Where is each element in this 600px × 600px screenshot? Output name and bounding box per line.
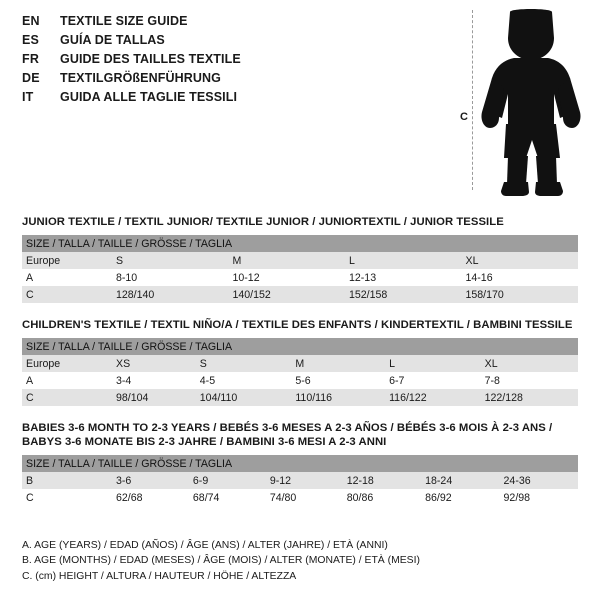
- table-row: [22, 355, 578, 372]
- cell: 140/152: [229, 286, 346, 303]
- cell: 24-36: [500, 472, 578, 489]
- babies-section: [22, 421, 578, 506]
- babies-section-title: BABIES 3-6 MONTH TO 2-3 YEARS / BEBÉS 3-6 MESES A 2-3 AÑOS / BÉBÉS 3-6 MOIS À 2-3 ANS / BABYS 3-6 MONATE BIS 2-3 JAHRE / BAMBINI 3-6 MESI A 2-3 ANNI: [22, 422, 553, 448]
- cell: M: [291, 355, 385, 372]
- footnote-c: C. (cm) HEIGHT / ALTURA / HAUTEUR / HÖHE / ALTEZZA: [22, 570, 297, 582]
- cell: 128/140: [112, 286, 229, 303]
- language-row: [22, 33, 322, 52]
- cell: 80/86: [343, 489, 421, 506]
- cell: XL: [481, 355, 578, 372]
- table-row: [22, 286, 578, 303]
- table-row: [22, 472, 578, 489]
- babies-size-table: [22, 455, 578, 506]
- footnotes: [22, 538, 582, 585]
- language-row: [22, 52, 322, 71]
- language-row: [22, 14, 322, 33]
- height-measure-line: [472, 10, 473, 190]
- cell: 12-13: [345, 269, 462, 286]
- cell: 5-6: [291, 372, 385, 389]
- cell: 152/158: [345, 286, 462, 303]
- cell: 3-6: [112, 472, 189, 489]
- table-header-row: [22, 455, 578, 472]
- junior-size-table: [22, 235, 578, 303]
- children-size-table: [22, 338, 578, 406]
- table-header-label: SIZE / TALLA / TAILLE / GRÖSSE / TAGLIA: [22, 338, 578, 355]
- language-title: GUIDA ALLE TAGLIE TESSILI: [60, 90, 238, 104]
- language-row: [22, 90, 322, 109]
- language-code: FR: [22, 52, 40, 66]
- cell: 110/116: [291, 389, 385, 406]
- cell: 104/110: [196, 389, 292, 406]
- cell: 74/80: [266, 489, 343, 506]
- cell: L: [385, 355, 481, 372]
- table-header-row: [22, 338, 578, 355]
- measure-label-c: C: [460, 111, 468, 123]
- cell: 6-7: [385, 372, 481, 389]
- junior-section: [22, 215, 578, 303]
- language-row: [22, 71, 322, 90]
- cell: XL: [462, 252, 579, 269]
- table-row: [22, 489, 578, 506]
- table-row: [22, 269, 578, 286]
- junior-section-title: JUNIOR TEXTILE / TEXTIL JUNIOR/ TEXTILE JUNIOR / JUNIORTEXTIL / JUNIOR TESSILE: [22, 216, 504, 228]
- table-header-row: [22, 235, 578, 252]
- cell: 3-4: [112, 372, 196, 389]
- cell: 116/122: [385, 389, 481, 406]
- row-label: C: [22, 389, 112, 406]
- measurement-figure: [430, 6, 590, 196]
- cell: 8-10: [112, 269, 229, 286]
- cell: S: [196, 355, 292, 372]
- cell: 12-18: [343, 472, 421, 489]
- row-label: Europe: [22, 252, 112, 269]
- cell: 10-12: [229, 269, 346, 286]
- cell: M: [229, 252, 346, 269]
- toddler-silhouette-icon: [480, 8, 588, 196]
- row-label: C: [22, 286, 112, 303]
- footnote-a: A. AGE (YEARS) / EDAD (AÑOS) / ÂGE (ANS) / ALTER (JAHRE) / ETÀ (ANNI): [22, 539, 388, 551]
- language-code: IT: [22, 90, 34, 104]
- cell: L: [345, 252, 462, 269]
- children-section-title: CHILDREN'S TEXTILE / TEXTIL NIÑO/A / TEXTILE DES ENFANTS / KINDERTEXTIL / BAMBINI TESSILE: [22, 319, 573, 331]
- cell: XS: [112, 355, 196, 372]
- table-header-label: SIZE / TALLA / TAILLE / GRÖSSE / TAGLIA: [22, 235, 578, 252]
- cell: 7-8: [481, 372, 578, 389]
- cell: 158/170: [462, 286, 579, 303]
- table-row: [22, 389, 578, 406]
- language-title: GUÍA DE TALLAS: [60, 33, 165, 47]
- cell: 4-5: [196, 372, 292, 389]
- footnote-b: B. AGE (MONTHS) / EDAD (MESES) / ÂGE (MOIS) / ALTER (MONATE) / ETÀ (MESI): [22, 555, 420, 566]
- language-title: GUIDE DES TAILLES TEXTILE: [60, 52, 241, 66]
- row-label: Europe: [22, 355, 112, 372]
- cell: 6-9: [189, 472, 266, 489]
- cell: 86/92: [421, 489, 499, 506]
- language-code: DE: [22, 71, 40, 85]
- cell: 14-16: [462, 269, 579, 286]
- table-row: [22, 372, 578, 389]
- children-section: [22, 318, 578, 406]
- cell: 98/104: [112, 389, 196, 406]
- language-code: ES: [22, 33, 40, 47]
- cell: 9-12: [266, 472, 343, 489]
- language-title: TEXTILE SIZE GUIDE: [60, 14, 188, 28]
- language-title: TEXTILGRÖßENFÜHRUNG: [60, 71, 221, 85]
- language-header: [22, 14, 322, 109]
- row-label: C: [22, 489, 112, 506]
- cell: 18-24: [421, 472, 499, 489]
- cell: 68/74: [189, 489, 266, 506]
- cell: 62/68: [112, 489, 189, 506]
- cell: S: [112, 252, 229, 269]
- cell: 92/98: [500, 489, 578, 506]
- table-header-label: SIZE / TALLA / TAILLE / GRÖSSE / TAGLIA: [22, 455, 578, 472]
- row-label: A: [22, 372, 112, 389]
- row-label: A: [22, 269, 112, 286]
- table-row: [22, 252, 578, 269]
- row-label: B: [22, 472, 112, 489]
- cell: 122/128: [481, 389, 578, 406]
- language-code: EN: [22, 14, 40, 28]
